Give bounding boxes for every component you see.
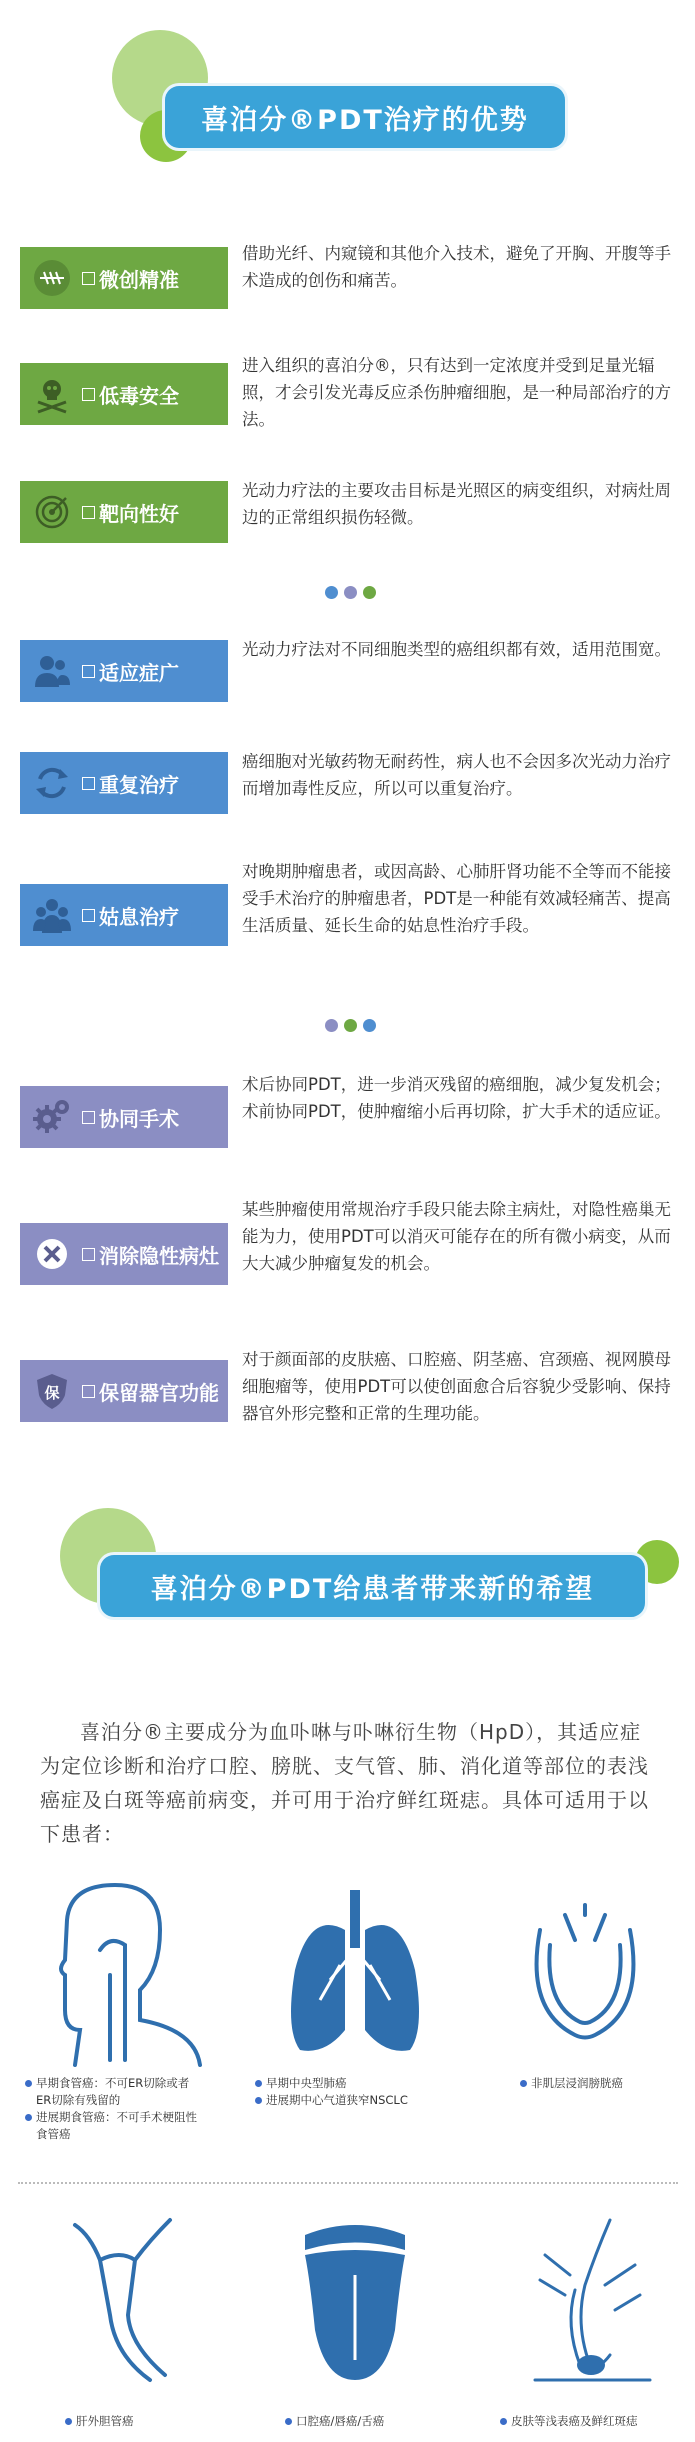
bile-duct-icon xyxy=(60,2215,190,2385)
label-text: 姑息治疗 xyxy=(99,904,179,929)
desc-palliative: 对晚期肿瘤患者，或因高龄、心肺肝肾功能不全等而不能接受手术治疗的肿瘤患者，PDT是一种能有效减轻痛苦、提高生活质量、延长生命的姑息性治疗手段。 xyxy=(242,862,671,935)
checkbox-square-icon xyxy=(82,665,95,678)
list-item: 进展期食管癌：不可手术梗阻性食管癌 xyxy=(25,2109,200,2143)
label-targeted xyxy=(20,481,228,543)
list-item: 早期中央型肺癌 xyxy=(255,2075,455,2092)
label-hidden-lesions xyxy=(20,1223,228,1285)
checkbox-square-icon xyxy=(82,506,95,519)
intro-text: 喜泊分®主要成分为血卟啉与卟啉衍生物（HpD），其适应症为定位诊断和治疗口腔、膀胱、支气管、肺、消化道等部位的表浅癌症及白斑等癌前病变，并可用于治疗鲜红斑痣。具体可适用于以下患者： xyxy=(40,1720,649,1846)
desc-targeted: 光动力疗法的主要攻击目标是光照区的病变组织，对病灶周边的正常组织损伤轻微。 xyxy=(242,481,671,527)
list-item: 非肌层浸润膀胱癌 xyxy=(520,2075,690,2092)
label-text: 适应症广 xyxy=(99,660,179,685)
organ-list-lungs xyxy=(255,2075,455,2109)
list-item: 口腔癌/唇癌/舌癌 xyxy=(285,2413,455,2430)
label-text: 协同手术 xyxy=(99,1106,179,1131)
organ-list-skin xyxy=(500,2413,690,2430)
desc-wide-indications: 光动力疗法对不同细胞类型的癌组织都有效，适用范围宽。 xyxy=(242,640,671,659)
section-title-advantages xyxy=(165,86,565,148)
group-icon xyxy=(26,889,78,941)
svg-text:保: 保 xyxy=(44,1384,60,1402)
label-text: 微创精准 xyxy=(99,267,179,292)
checkbox-square-icon xyxy=(82,909,95,922)
list-item: 肝外胆管癌 xyxy=(65,2413,235,2430)
organ-list-esophagus xyxy=(25,2075,200,2143)
esophagus-icon xyxy=(55,1880,205,2070)
refresh-icon xyxy=(26,757,78,809)
organ-list-bile-duct xyxy=(65,2413,235,2430)
list-item: 皮肤等浅表癌及鲜红斑痣 xyxy=(500,2413,690,2430)
shield-icon xyxy=(26,1365,78,1417)
label-with-surgery xyxy=(20,1086,228,1148)
label-text: 重复治疗 xyxy=(99,772,179,797)
microchip-icon xyxy=(26,252,78,304)
checkbox-square-icon xyxy=(82,1385,95,1398)
label-minimally-invasive xyxy=(20,247,228,309)
label-repeatable xyxy=(20,752,228,814)
list-item: 早期食管癌：不可ER切除或者ER切除有残留的 xyxy=(25,2075,200,2109)
desc-organ-preservation: 对于颜面部的皮肤癌、口腔癌、阴茎癌、宫颈癌、视网膜母细胞瘤等，使用PDT可以使创面愈合后容貌少受影响、保持器官外形完整和正常的生理功能。 xyxy=(242,1350,671,1423)
checkbox-square-icon xyxy=(82,1248,95,1261)
organ-list-tongue xyxy=(285,2413,455,2430)
skull-icon xyxy=(26,368,78,420)
separator-dots xyxy=(325,1019,376,1032)
section-title-hope xyxy=(100,1555,645,1617)
label-palliative xyxy=(20,884,228,946)
section-title-text: 喜泊分®PDT给患者带来新的希望 xyxy=(150,1573,595,1605)
intro-paragraph xyxy=(40,1715,660,1851)
label-text: 消除隐性病灶 xyxy=(99,1243,219,1268)
section-title-text: 喜泊分®PDT治疗的优势 xyxy=(201,104,529,136)
desc-repeatable: 癌细胞对光敏药物无耐药性，病人也不会因多次光动力治疗而增加毒性反应，所以可以重复治疗。 xyxy=(242,752,671,798)
gears-icon xyxy=(26,1091,78,1143)
organ-list-bladder xyxy=(520,2075,690,2092)
skin-hair-icon xyxy=(525,2215,655,2385)
bladder-icon xyxy=(520,1900,650,2050)
label-organ-preservation xyxy=(20,1360,228,1422)
checkbox-square-icon xyxy=(82,388,95,401)
people-icon xyxy=(26,645,78,697)
label-low-toxicity xyxy=(20,363,228,425)
desc-low-toxicity: 进入组织的喜泊分®，只有达到一定浓度并受到足量光辐照，才会引发光毒反应杀伤肿瘤细胞，是一种局部治疗的方法。 xyxy=(242,356,671,429)
tongue-icon xyxy=(290,2220,420,2385)
checkbox-square-icon xyxy=(82,1111,95,1124)
checkbox-square-icon xyxy=(82,272,95,285)
desc-with-surgery: 术后协同PDT，进一步消灭残留的癌细胞，减少复发机会；术前协同PDT，使肿瘤缩小后再切除，扩大手术的适应证。 xyxy=(242,1075,671,1121)
desc-minimally-invasive: 借助光纤、内窥镜和其他介入技术，避免了开胸、开腹等手术造成的创伤和痛苦。 xyxy=(242,244,671,290)
checkbox-square-icon xyxy=(82,777,95,790)
label-text: 保留器官功能 xyxy=(99,1380,219,1405)
desc-hidden-lesions: 某些肿瘤使用常规治疗手段只能去除主病灶，对隐性癌巢无能为力，使用PDT可以消灭可能存在的所有微小病变，从而大大减少肿瘤复发的机会。 xyxy=(242,1200,671,1273)
list-item: 进展期中心气道狭窄NSCLC xyxy=(255,2092,455,2109)
label-text: 靶向性好 xyxy=(99,501,179,526)
target-icon xyxy=(26,486,78,538)
close-circle-icon xyxy=(26,1228,78,1280)
label-wide-indications xyxy=(20,640,228,702)
separator-dots xyxy=(325,586,376,599)
dotted-divider xyxy=(18,2182,678,2184)
label-text: 低毒安全 xyxy=(99,383,179,408)
lungs-icon xyxy=(280,1890,430,2060)
